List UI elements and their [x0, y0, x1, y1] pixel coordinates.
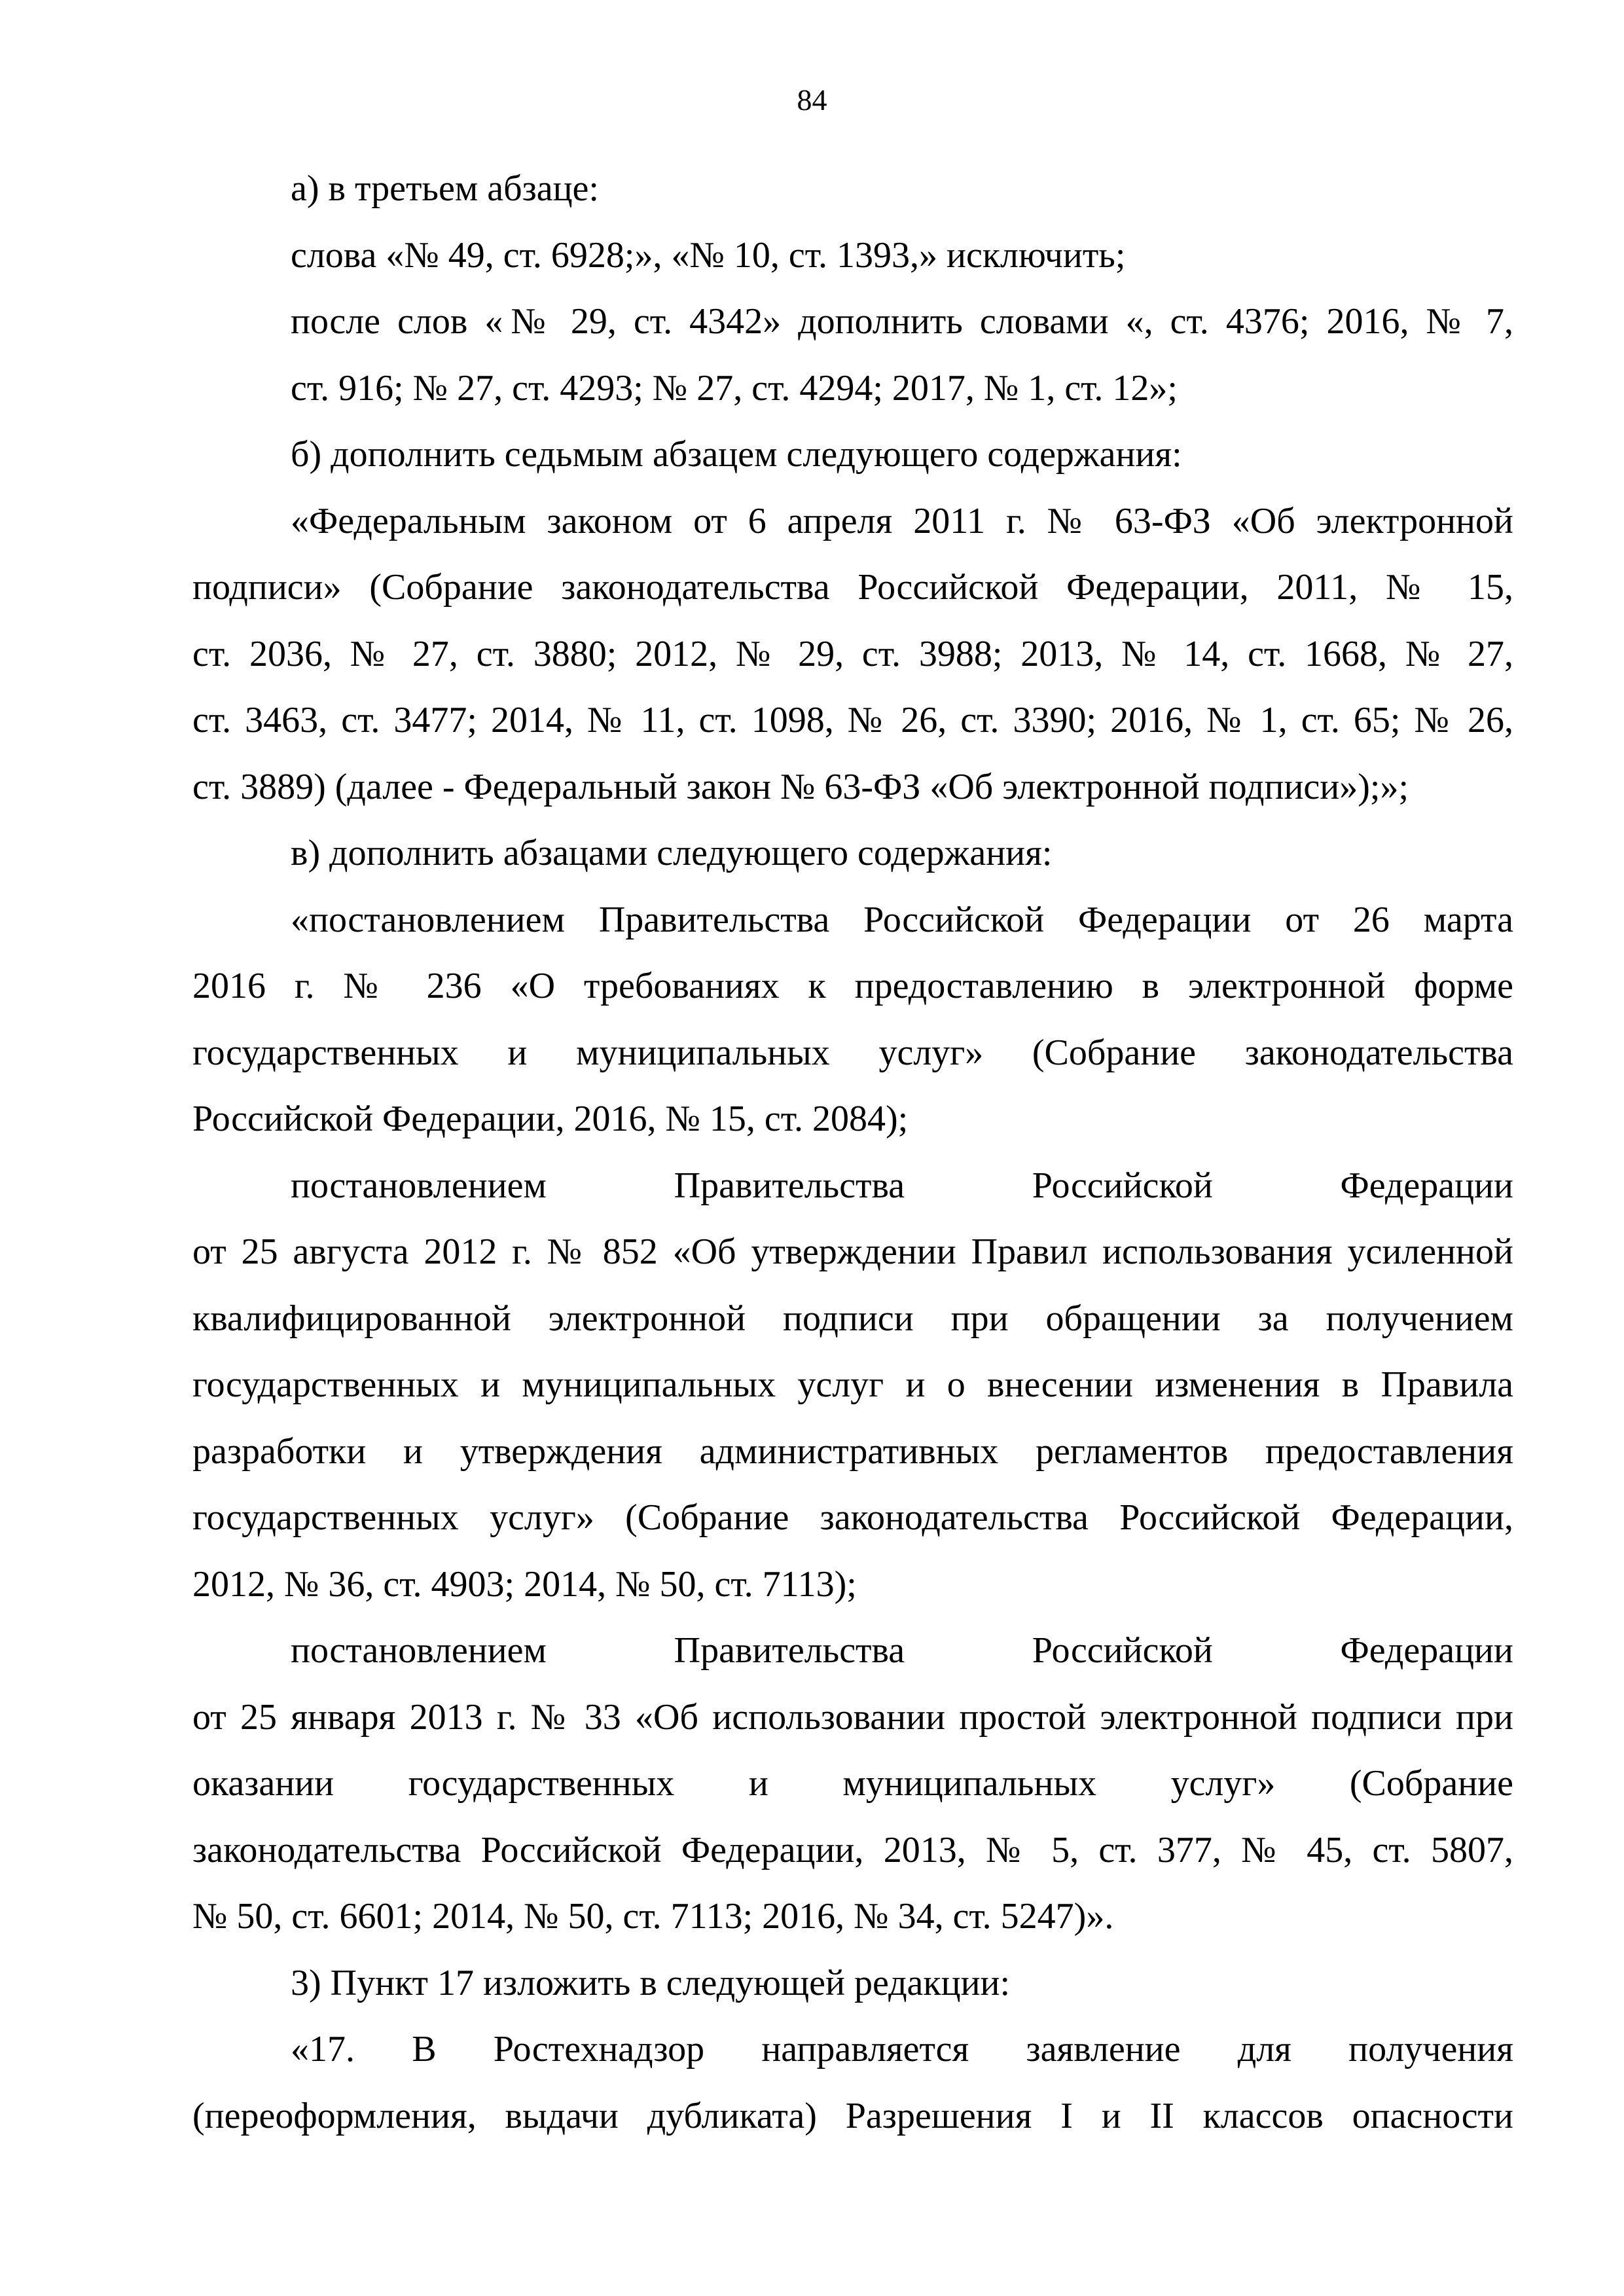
text-line: ст. 916; № 27, ст. 4293; № 27, ст. 4294; 2017, № 1, ст. 12»;	[291, 367, 1178, 409]
text-line: оказании государственных и муниципальных услуг» (Собрание	[192, 1763, 1513, 1804]
text-line: постановлением Правительства Российской Федерации	[291, 1165, 1513, 1206]
text-line: Российской Федерации, 2016, № 15, ст. 2084);	[192, 1099, 909, 1139]
text-line: государственных услуг» (Собрание законодательства Российской Федерации,	[192, 1497, 1513, 1538]
document-body	[192, 156, 1513, 2149]
text-line: постановлением Правительства Российской Федерации	[291, 1630, 1513, 1671]
text-line: подписи» (Собрание законодательства Российской Федерации, 2011, № 15,	[192, 567, 1513, 608]
text-line: в) дополнить абзацами следующего содержания:	[291, 833, 1053, 873]
text-line: «17. В Ростехнадзор направляется заявление для получения	[291, 2029, 1513, 2069]
text-line: квалифицированной электронной подписи при обращении за получением	[192, 1298, 1513, 1339]
text-line: разработки и утверждения административных регламентов предоставления	[192, 1430, 1513, 1472]
text-line: № 50, ст. 6601; 2014, № 50, ст. 7113; 2016, № 34, ст. 5247)».	[192, 1896, 1114, 1937]
text-line: (переоформления, выдачи дубликата) Разрешения I и II классов опасности	[192, 2095, 1513, 2136]
text-line: «Федеральным законом от 6 апреля 2011 г. № 63-ФЗ «Об электронной	[291, 500, 1513, 541]
text-line: а) в третьем абзаце:	[291, 168, 599, 209]
text-line: государственных и муниципальных услуг» (Собрание законодательства	[192, 1032, 1513, 1073]
text-line: 3) Пункт 17 изложить в следующей редакции:	[291, 1962, 1011, 2003]
text-line: ст. 3463, ст. 3477; 2014, № 11, ст. 1098, № 26, ст. 3390; 2016, № 1, ст. 65; № 26,	[192, 700, 1513, 740]
text-line: государственных и муниципальных услуг и о внесении изменения в Правила	[192, 1364, 1513, 1405]
text-line: ст. 2036, № 27, ст. 3880; 2012, № 29, ст. 3988; 2013, № 14, ст. 1668, № 27,	[192, 633, 1513, 674]
page-number: 84	[797, 83, 827, 117]
text-line: «постановлением Правительства Российской Федерации от 26 марта	[291, 899, 1513, 940]
text-line: от 25 января 2013 г. № 33 «Об использовании простой электронной подписи при	[192, 1696, 1513, 1738]
text-line: 2012, № 36, ст. 4903; 2014, № 50, ст. 7113);	[192, 1563, 857, 1605]
text-line: законодательства Российской Федерации, 2013, № 5, ст. 377, № 45, ст. 5807,	[192, 1829, 1513, 1870]
text-line: слова «№ 49, ст. 6928;», «№ 10, ст. 1393,» исключить;	[291, 234, 1126, 276]
text-line: после слов «№ 29, ст. 4342» дополнить словами «, ст. 4376; 2016, № 7,	[291, 301, 1513, 342]
text-line: б) дополнить седьмым абзацем следующего содержания:	[291, 434, 1182, 475]
text-line: 2016 г. № 236 «О требованиях к предоставлению в электронной форме	[192, 966, 1513, 1006]
text-line: от 25 августа 2012 г. № 852 «Об утверждении Правил использования усиленной	[192, 1231, 1513, 1272]
text-line: ст. 3889) (далее - Федеральный закон № 63-ФЗ «Об электронной подписи»);»;	[192, 766, 1409, 807]
